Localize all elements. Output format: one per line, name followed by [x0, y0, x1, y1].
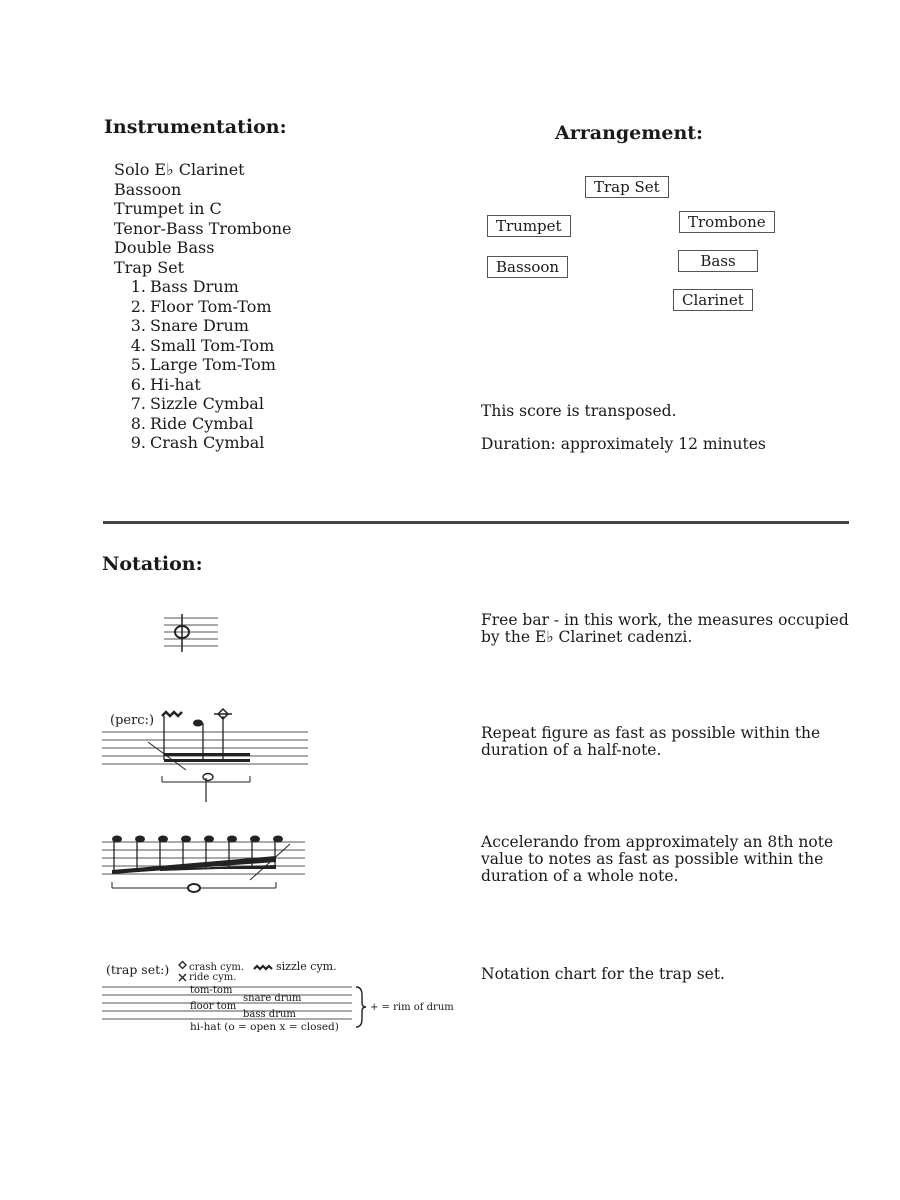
- instrument-item: Double Bass: [114, 238, 215, 257]
- trap-set-item: [114, 336, 291, 356]
- trap-set-item: [114, 297, 291, 317]
- trap-set-chart: [100, 955, 460, 1040]
- arrangement-box-trombone: Trombone: [679, 211, 775, 233]
- trap-set-item: [114, 414, 291, 434]
- hi-hat-label: hi-hat (o = open x = closed): [190, 1021, 339, 1033]
- free-bar-description: Free bar - in this work, the measures occupied by the E♭ Clarinet cadenzi.: [481, 611, 849, 646]
- trap-item-number: 6.: [130, 374, 146, 394]
- trap-set-item: [114, 394, 291, 414]
- trap-set-item: [114, 433, 291, 453]
- accelerando-symbol: [100, 830, 310, 900]
- trap-set-item: [114, 316, 291, 336]
- trap-item-number: 4.: [130, 335, 146, 355]
- crash-cymbal-label: crash cym.: [189, 962, 245, 973]
- transposed-note: This score is transposed.: [481, 402, 677, 420]
- notation-heading: Notation:: [102, 553, 203, 575]
- duration-note: Duration: approximately 12 minutes: [481, 435, 766, 453]
- instrument-item: Tenor-Bass Trombone: [114, 218, 292, 238]
- arrangement-heading: Arrangement:: [555, 122, 704, 144]
- trap-item-name: Hi-hat: [150, 374, 201, 394]
- trap-chart-description: Notation chart for the trap set.: [481, 965, 725, 983]
- instrument-item: Trumpet in C: [114, 199, 222, 218]
- repeat-figure-description: Repeat figure as fast as possible within the duration of a half-note.: [481, 724, 821, 759]
- trap-item-number: 7.: [130, 394, 146, 413]
- trap-item-name: Sizzle Cymbal: [150, 394, 264, 413]
- tom-tom-label: tom-tom: [190, 985, 233, 996]
- trap-item-number: 2.: [130, 296, 146, 316]
- trap-item-name: Large Tom-Tom: [150, 355, 276, 374]
- trap-item-number: 9.: [130, 433, 146, 452]
- snare-drum-label: snare drum: [243, 993, 302, 1004]
- rim-of-drum-label: + = rim of drum: [370, 1002, 454, 1013]
- bass-drum-label: bass drum: [243, 1009, 296, 1020]
- instrument-item: Bassoon: [114, 179, 182, 199]
- arrangement-box-bass: Bass: [678, 250, 758, 272]
- arrangement-box-trumpet: Trumpet: [487, 215, 571, 237]
- instrument-list: [114, 160, 291, 453]
- floor-tom-label: floor tom: [190, 1001, 237, 1012]
- trap-item-name: Small Tom-Tom: [150, 335, 275, 355]
- accelerando-description: Accelerando from approximately an 8th note value to notes as fast as possible within the duration of a whole note.: [481, 833, 834, 885]
- repeat-figure-symbol: [100, 704, 315, 804]
- trap-item-number: 3.: [130, 316, 146, 335]
- arrangement-box-bassoon: Bassoon: [487, 256, 568, 278]
- trap-set-chart-prefix: (trap set:): [106, 962, 170, 977]
- trap-item-name: Snare Drum: [150, 316, 249, 335]
- trap-item-name: Floor Tom-Tom: [150, 296, 272, 316]
- trap-set-item: [114, 375, 291, 395]
- trap-set-item: [114, 277, 291, 297]
- perc-label: (perc:): [110, 713, 155, 728]
- trap-item-number: 8.: [130, 413, 146, 433]
- instrument-item: Trap Set: [114, 257, 185, 277]
- sizzle-cymbal-label: sizzle cym.: [276, 960, 337, 973]
- free-bar-symbol: [160, 612, 222, 654]
- trap-item-number: 5.: [130, 355, 146, 374]
- trap-item-name: Bass Drum: [150, 277, 239, 296]
- instrumentation-heading: Instrumentation:: [104, 116, 287, 138]
- arrangement-box-trap-set: Trap Set: [585, 176, 669, 198]
- trap-item-name: Crash Cymbal: [150, 433, 265, 452]
- trap-set-item: [114, 355, 291, 375]
- instrument-item: Solo E♭ Clarinet: [114, 160, 245, 179]
- trap-item-name: Ride Cymbal: [150, 413, 254, 433]
- arrangement-box-clarinet: Clarinet: [673, 289, 753, 311]
- ride-cymbal-label: ride cym.: [189, 972, 237, 983]
- section-divider: [103, 521, 849, 524]
- trap-item-number: 1.: [130, 277, 146, 296]
